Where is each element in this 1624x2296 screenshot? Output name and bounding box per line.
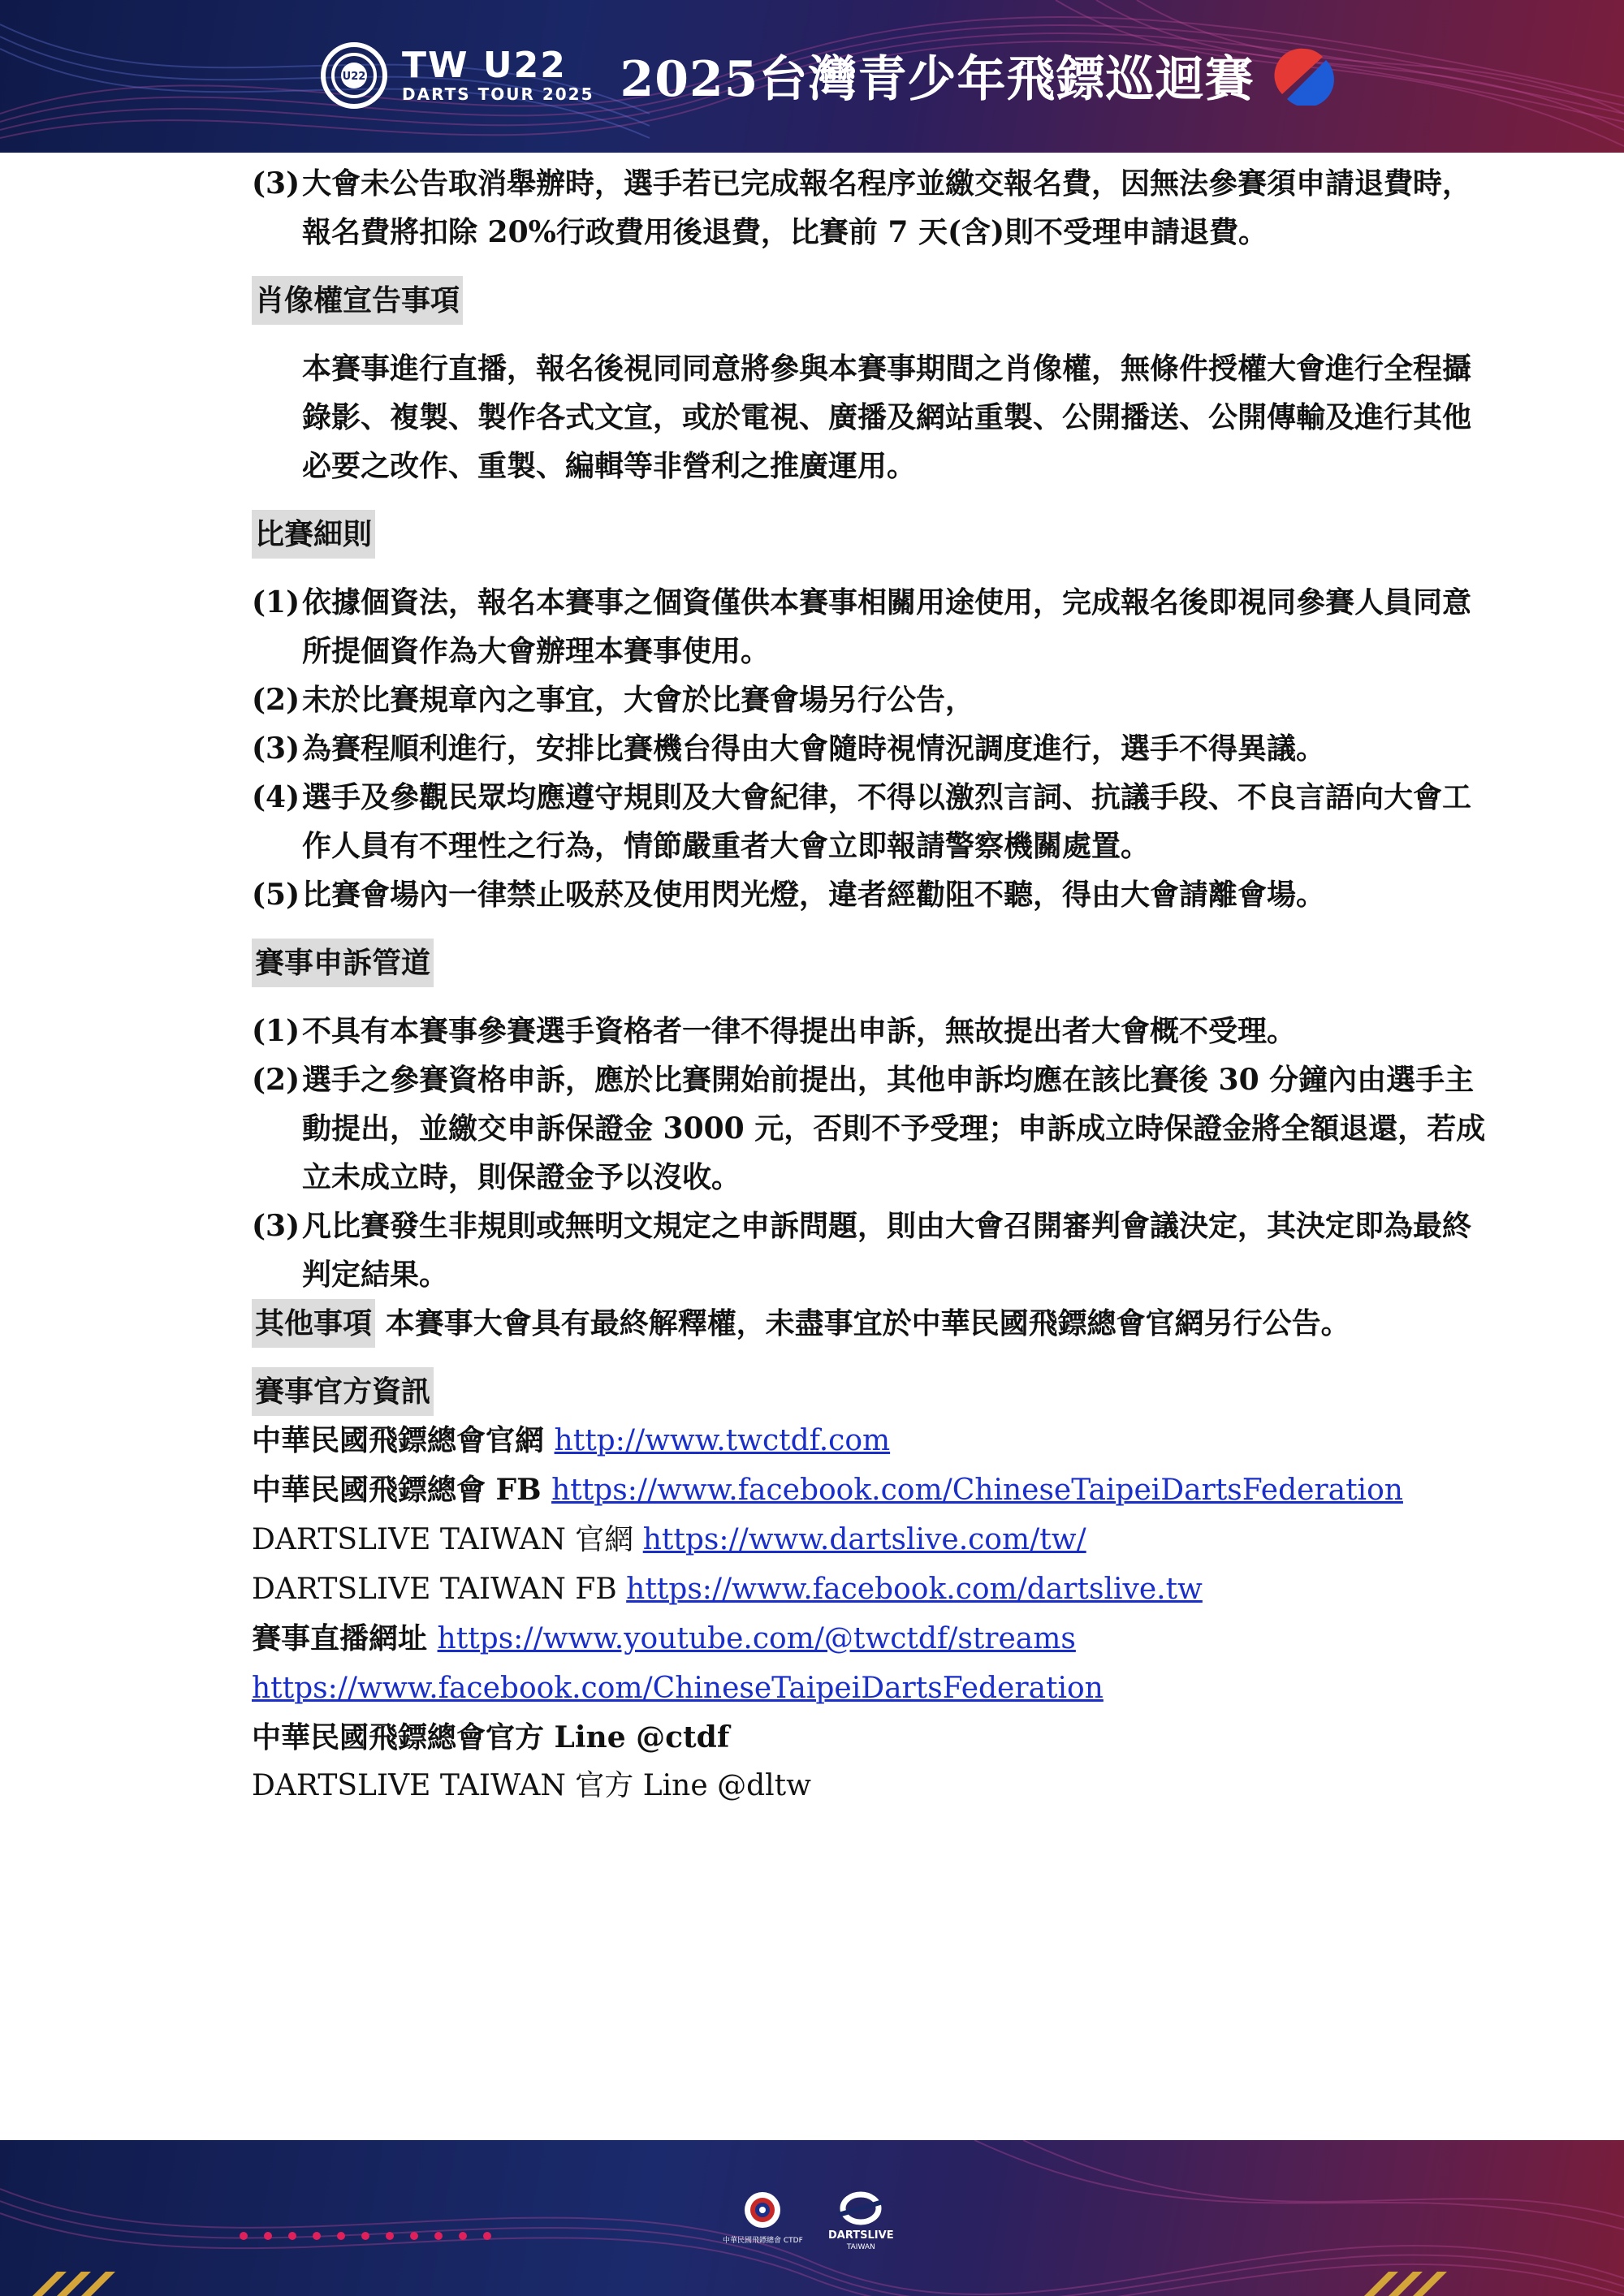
info-line xyxy=(252,1416,1486,1465)
info-label: DARTSLIVE TAIWAN 官方 Line @dltw xyxy=(252,1769,811,1802)
item-number: (5) xyxy=(252,878,300,912)
item-text: 為賽程順利進行，安排比賽機台得由大會隨時視情況調度進行，選手不得異議。 xyxy=(302,732,1326,766)
item-text: 選手之參賽資格申訴，應於比賽開始前提出，其他申訴均應在該比賽後 30 分鐘內由選手主動提出，並繳交申訴保證金 3000 元，否則不予受理；申訴成立時保證金將全額退還，若成立未成立時，則保證金予以沒收。 xyxy=(302,1063,1486,1194)
facebook-stream-link[interactable]: https://www.facebook.com/ChineseTaipeiDartsFederation xyxy=(252,1672,1104,1705)
dartslive-logo xyxy=(828,2190,894,2251)
footer-wave-pattern xyxy=(0,2140,1624,2296)
document-body xyxy=(252,159,1486,1810)
info-label: DARTSLIVE TAIWAN FB xyxy=(252,1573,627,1606)
list-item xyxy=(252,1007,1486,1055)
item-number: (3) xyxy=(252,732,300,766)
other-heading: 其他事項 xyxy=(252,1299,375,1348)
logo-badge-text: U22 xyxy=(342,71,366,83)
header-banner xyxy=(0,0,1624,153)
info-line xyxy=(252,1614,1486,1664)
dartslive-sub: TAIWAN xyxy=(846,2243,875,2251)
appeals-list xyxy=(252,1007,1486,1299)
dartslive-name: DARTSLIVE xyxy=(828,2229,894,2242)
footer-banner xyxy=(0,2140,1624,2296)
rules-list xyxy=(252,578,1486,919)
dartslive-site-link[interactable]: https://www.dartslive.com/tw/ xyxy=(642,1523,1086,1556)
dartslive-emblem-icon xyxy=(834,2190,888,2226)
info-line xyxy=(252,1664,1486,1713)
item-text: 未於比賽規章內之事宜，大會於比賽會場另行公告， xyxy=(302,683,975,717)
youtube-stream-link[interactable]: https://www.youtube.com/@twctdf/streams xyxy=(437,1622,1076,1655)
list-item xyxy=(252,724,1486,773)
item-text: 比賽會場內一律禁止吸菸及使用閃光燈，違者經勸阻不聽，得由大會請離會場。 xyxy=(302,878,1326,912)
brand-mark-icon xyxy=(1274,45,1334,106)
info-label: 中華民國飛鏢總會官方 Line @ctdf xyxy=(252,1720,730,1754)
other-section xyxy=(252,1299,1486,1348)
item-text: 凡比賽發生非規則或無明文規定之申訴問題，則由大會召開審判會議決定，其決定即為最終判定結果。 xyxy=(302,1209,1472,1292)
ctdf-site-link[interactable]: http://www.twctdf.com xyxy=(554,1424,891,1457)
item-number: (3) xyxy=(252,166,300,201)
info-list xyxy=(252,1416,1486,1810)
info-label: 中華民國飛鏢總會 FB xyxy=(252,1473,552,1507)
info-line xyxy=(252,1713,1486,1762)
info-label: 中華民國飛鏢總會官網 xyxy=(252,1423,555,1457)
ctdf-caption: 中華民國飛鏢總會 CTDF xyxy=(723,2237,803,2245)
info-label: 賽事直播網址 xyxy=(252,1621,438,1655)
appeal-heading: 賽事申訴管道 xyxy=(252,939,434,987)
header-brand xyxy=(321,41,1334,110)
item-number: (2) xyxy=(252,1063,300,1097)
item-text: 不具有本賽事參賽選手資格者一律不得提出申訴，無故提出者大會概不受理。 xyxy=(302,1014,1297,1048)
list-item xyxy=(252,1202,1486,1299)
item-number: (4) xyxy=(252,780,300,814)
ctdf-logo xyxy=(723,2190,803,2245)
info-line xyxy=(252,1515,1486,1564)
item-text: 依據個資法，報名本賽事之個資僅供本賽事相關用途使用，完成報名後即視同參賽人員同意所提個資作為大會辦理本賽事使用。 xyxy=(302,585,1472,668)
dartslive-facebook-link[interactable]: https://www.facebook.com/dartslive.tw xyxy=(626,1573,1203,1606)
portrait-heading: 肖像權宣告事項 xyxy=(252,276,463,325)
item-text: 選手及參觀民眾均應遵守規則及大會紀律，不得以激烈言詞、抗議手段、不良言語向大會工作人員有不理性之行為，情節嚴重者大會立即報請警察機關處置。 xyxy=(302,780,1472,863)
logo-top-text: TW U22 xyxy=(402,45,567,86)
info-line xyxy=(252,1762,1486,1810)
info-line xyxy=(252,1564,1486,1614)
item-number: (3) xyxy=(252,1209,300,1243)
other-text: 本賽事大會具有最終解釋權，未盡事宜於中華民國飛鏢總會官網另行公告。 xyxy=(385,1306,1350,1340)
info-label: DARTSLIVE TAIWAN 官網 xyxy=(252,1523,643,1556)
rules-heading: 比賽細則 xyxy=(252,510,375,559)
logo-sub-text: DARTS TOUR 2025 xyxy=(402,84,594,104)
item-text: 大會未公告取消舉辦時，選手若已完成報名程序並繳交報名費，因無法參賽須申請退費時，報名費將扣除 20%行政費用後退費，比賽前 7 天(含)則不受理申請退費。 xyxy=(302,166,1472,249)
ctdf-emblem-icon xyxy=(739,2190,786,2233)
portrait-text: 本賽事進行直播，報名後視同同意將參與本賽事期間之肖像權，無條件授權大會進行全程攝錄影、複製、製作各式文宣，或於電視、廣播及網站重製、公開播送、公開傳輸及進行其他必要之改作、重製、編輯等非營利之推廣運用。 xyxy=(302,352,1472,483)
list-item xyxy=(252,578,1486,675)
list-item xyxy=(252,870,1486,919)
list-item xyxy=(252,1055,1486,1202)
page-title: 2025台灣青少年飛鏢巡迴賽 xyxy=(620,51,1255,108)
item-number: (1) xyxy=(252,585,300,619)
info-line xyxy=(252,1465,1486,1515)
item-number: (2) xyxy=(252,683,300,717)
list-item xyxy=(252,675,1486,724)
info-heading: 賽事官方資訊 xyxy=(252,1367,434,1416)
item-number: (1) xyxy=(252,1014,300,1048)
tour-wordmark xyxy=(402,47,594,104)
tour-logo-icon xyxy=(321,42,387,109)
ctdf-facebook-link[interactable]: https://www.facebook.com/ChineseTaipeiDartsFederation xyxy=(551,1474,1403,1507)
refund-item xyxy=(252,159,1486,257)
list-item xyxy=(252,773,1486,870)
